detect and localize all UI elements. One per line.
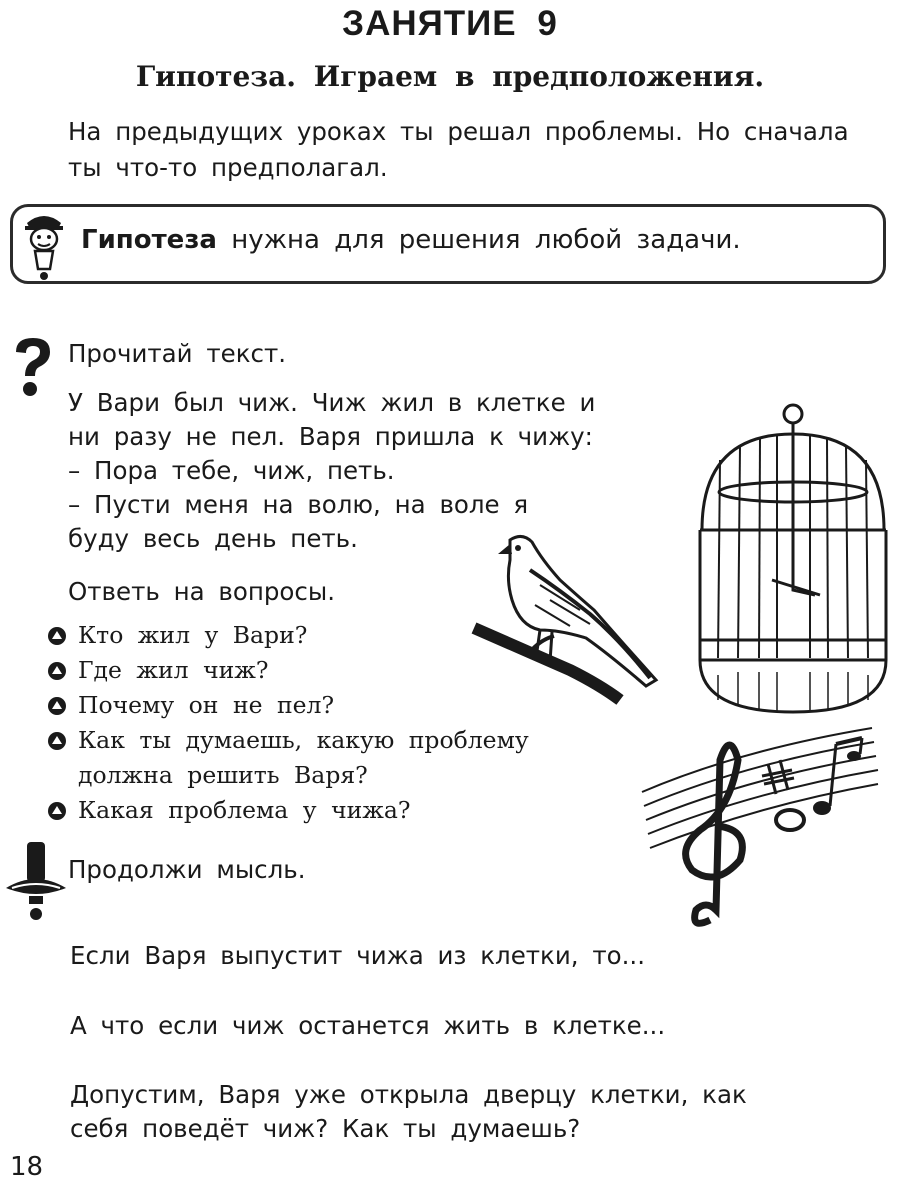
bird-cage-icon <box>690 400 895 730</box>
detective-icon <box>19 209 69 283</box>
prompt-line: себя поведёт чиж? Как ты думаешь? <box>70 1114 581 1143</box>
intro-paragraph: На предыдущих уроках ты решал проблемы. Но сначала ты что-то предполагал. <box>68 117 849 182</box>
speaker-icon <box>4 840 68 922</box>
lesson-subtitle: Гипотеза. Играем в предположения. <box>135 60 765 93</box>
question-item-continued <box>48 758 688 793</box>
rule-rest: нужна для решения любой задачи. <box>216 225 741 255</box>
question-item <box>48 723 688 758</box>
question-item <box>48 793 688 828</box>
question-text: Кто жил у Вари? <box>78 621 308 649</box>
prompt-line: А что если чиж останется жить в клетке... <box>70 1011 666 1040</box>
question-text: Где жил чиж? <box>78 656 269 684</box>
question-text: Почему он не пел? <box>78 691 335 719</box>
story-line: буду весь день петь. <box>68 524 358 553</box>
question-text: Как ты думаешь, какую проблему <box>78 726 529 754</box>
story-line: – Пусти меня на волю, на воле я <box>68 490 529 519</box>
story-line: – Пора тебе, чиж, петь. <box>68 456 395 485</box>
task-continue: Продолжи мысль. <box>68 855 306 884</box>
story-line: У Вари был чиж. Чиж жил в клетке и <box>68 388 596 417</box>
task-read: Прочитай текст. <box>68 339 287 368</box>
rule-box <box>10 204 886 284</box>
prompt-line: Допустим, Варя уже открыла дверцу клетки, как <box>70 1080 747 1109</box>
bullet-icon <box>48 627 66 645</box>
story-line: ни разу не пел. Варя пришла к чижу: <box>68 422 593 451</box>
musical-notes-icon <box>640 720 880 940</box>
task-answer: Ответь на вопросы. <box>68 577 335 606</box>
bullet-icon <box>48 732 66 750</box>
rule-text <box>81 225 741 255</box>
question-text: Какая проблема у чижа? <box>78 796 411 824</box>
prompt-line: Если Варя выпустит чижа из клетки, то... <box>70 941 645 970</box>
question-text: должна решить Варя? <box>78 761 368 789</box>
bullet-icon <box>48 697 66 715</box>
prompt-paragraph <box>70 1078 890 1146</box>
rule-term: Гипотеза <box>81 225 217 255</box>
page-number: 18 <box>10 1152 44 1182</box>
bullet-icon <box>48 662 66 680</box>
question-mark-icon <box>12 336 54 398</box>
lesson-title: ЗАНЯТИЕ 9 <box>342 4 558 43</box>
bird-on-branch-icon <box>470 530 660 720</box>
bullet-icon <box>48 802 66 820</box>
